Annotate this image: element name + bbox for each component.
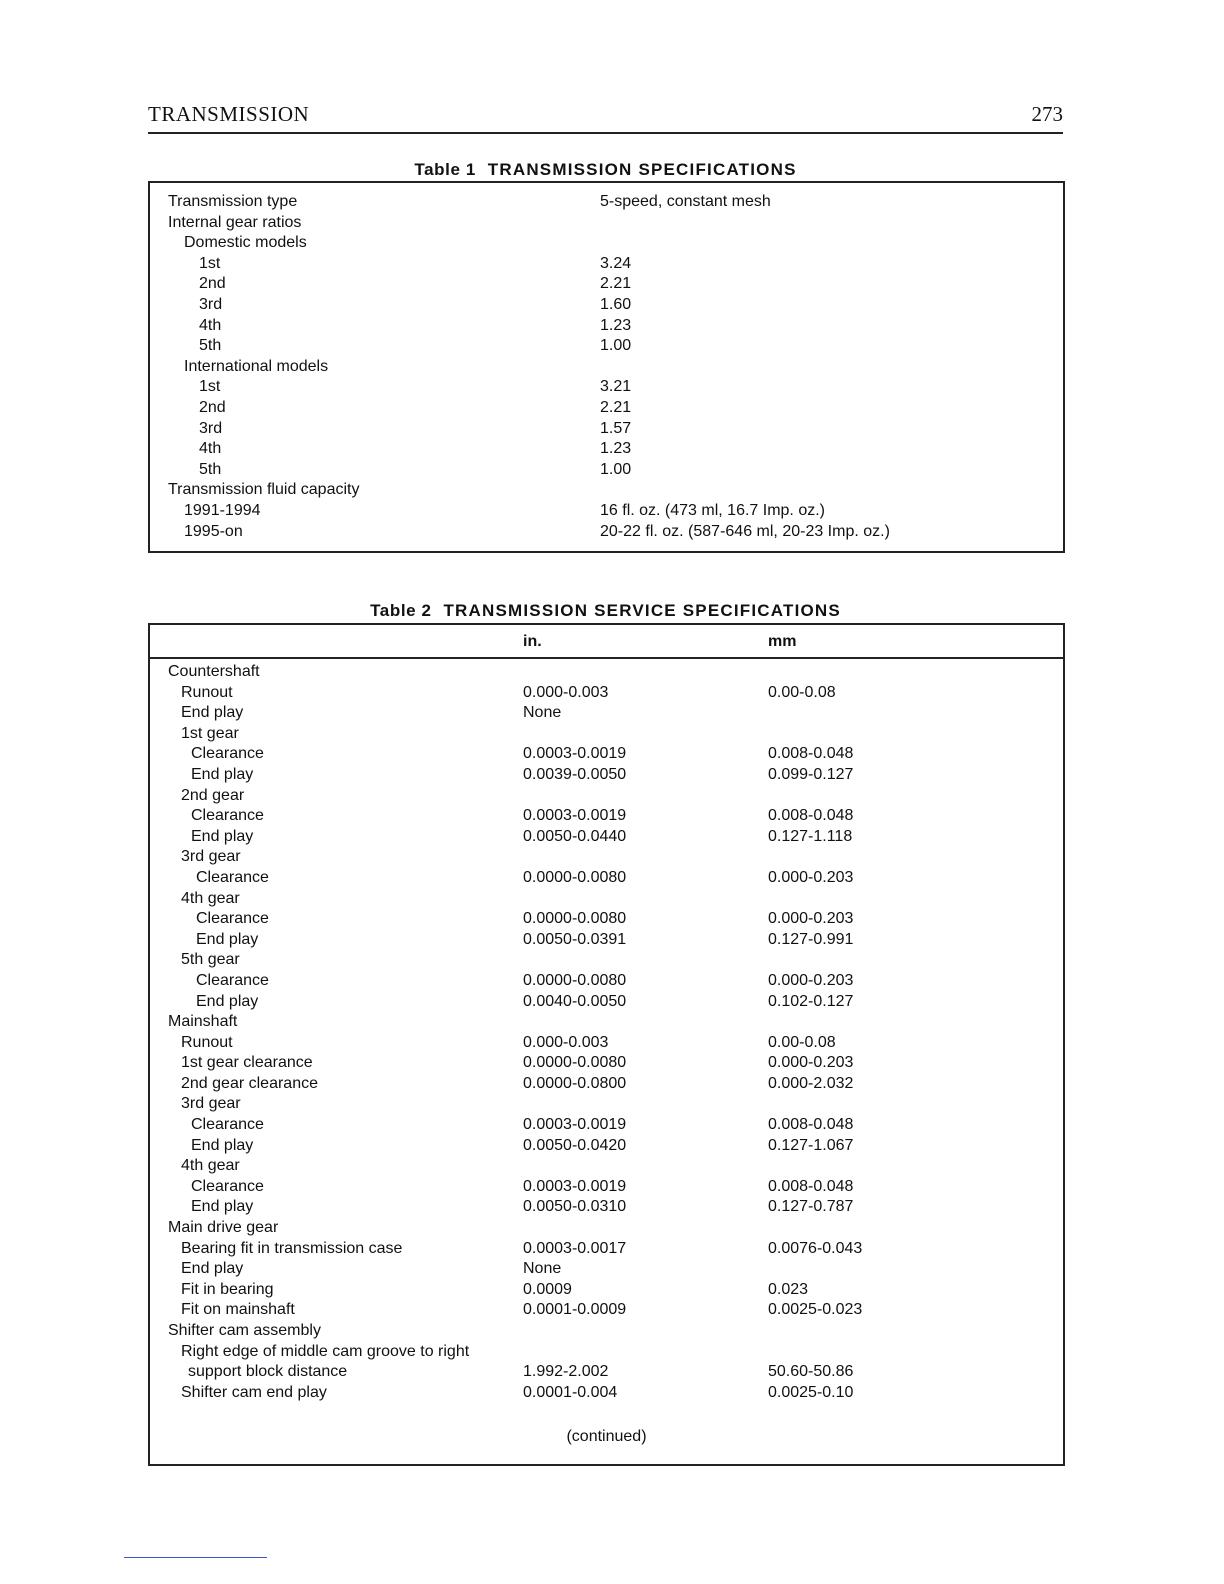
spec-value: 1.57 [600, 419, 632, 437]
spec-label: Fit on mainshaft [181, 1301, 295, 1319]
spec-label: Clearance [196, 910, 269, 928]
value-mm: 0.000-2.032 [768, 1074, 854, 1092]
spec-label: 5th gear [181, 951, 240, 969]
table2-row [150, 971, 1063, 992]
spec-value: 2.21 [600, 275, 632, 293]
table2-row [150, 992, 1063, 1013]
value-in: 0.0050-0.0391 [523, 930, 627, 948]
spec-label: Mainshaft [168, 1013, 238, 1031]
table1-row [150, 480, 1063, 501]
table2-row [150, 683, 1063, 704]
table2-row [150, 930, 1063, 951]
spec-label: End play [191, 765, 254, 783]
value-in: 0.0003-0.0019 [523, 807, 627, 825]
table1-row [150, 357, 1063, 378]
value-mm: 0.127-1.067 [768, 1136, 854, 1154]
value-in: 0.0009 [523, 1280, 572, 1298]
table2-row [150, 950, 1063, 971]
spec-label: Internal gear ratios [168, 213, 302, 231]
table2-row [150, 1094, 1063, 1115]
spec-label: Main drive gear [168, 1219, 279, 1237]
spec-label: 3rd [199, 295, 223, 313]
value-in: 0.0000-0.0800 [523, 1074, 627, 1092]
value-mm: 0.127-1.118 [768, 827, 853, 845]
value-in: 0.0000-0.0080 [523, 971, 627, 989]
value-in: 0.000-0.003 [523, 1033, 609, 1051]
value-mm: 0.00-0.08 [768, 1033, 836, 1051]
table2-row [150, 1321, 1063, 1342]
table1-row [150, 233, 1063, 254]
table2-row [150, 889, 1063, 910]
value-in: 0.0050-0.0440 [523, 827, 627, 845]
spec-label: 3rd gear [181, 848, 241, 866]
table1-transmission-specifications [148, 181, 1065, 553]
value-mm: 0.102-0.127 [768, 992, 854, 1010]
spec-label: 5th [199, 460, 222, 478]
value-in: 0.0000-0.0080 [523, 910, 627, 928]
value-mm: 0.000-0.203 [768, 1054, 854, 1072]
table1-row [150, 501, 1063, 522]
spec-label: Clearance [191, 1177, 264, 1195]
column-header-mm: mm [768, 633, 797, 650]
spec-label: 4th [199, 440, 222, 458]
spec-label: Transmission type [168, 193, 298, 210]
spec-label: 2nd gear clearance [181, 1074, 318, 1092]
spec-label: Shifter cam end play [181, 1383, 327, 1401]
table2-row [150, 868, 1063, 889]
table1-row [150, 377, 1063, 398]
value-mm: 50.60-50.86 [768, 1363, 854, 1381]
table2-row [150, 847, 1063, 868]
value-mm: 0.023 [768, 1280, 809, 1298]
footer-link-underline [124, 1557, 267, 1558]
table2-row [150, 1115, 1063, 1136]
spec-label: 3rd [199, 419, 223, 437]
value-mm: 0.008-0.048 [768, 745, 854, 763]
table2-row [150, 1033, 1063, 1054]
value-mm: 0.000-0.203 [768, 910, 854, 928]
value-in: 1.992-2.002 [523, 1363, 609, 1381]
table2-row [150, 1053, 1063, 1074]
spec-value: 1.23 [600, 316, 632, 334]
spec-label: Clearance [196, 971, 269, 989]
table2-row [150, 724, 1063, 745]
value-mm: 0.008-0.048 [768, 807, 854, 825]
spec-label: Runout [181, 683, 233, 701]
table2-caption [148, 601, 1063, 621]
table2-row [150, 1074, 1063, 1095]
value-in: None [523, 1260, 562, 1278]
table2-row [150, 1342, 1063, 1363]
value-mm: 0.00-0.08 [768, 683, 836, 701]
spec-value: 5-speed, constant mesh [600, 193, 771, 210]
value-in: None [523, 704, 562, 722]
table2-title: TRANSMISSION SERVICE SPECIFICATIONS [443, 601, 841, 620]
value-in: 0.0050-0.0310 [523, 1198, 627, 1216]
spec-label: End play [191, 1136, 254, 1154]
spec-label: International models [184, 357, 329, 375]
table2-body [150, 662, 1063, 1403]
page-number: 273 [1031, 102, 1063, 126]
table1-row [150, 274, 1063, 295]
spec-label: 4th gear [181, 1157, 240, 1175]
table2-row [150, 1197, 1063, 1218]
value-in: 0.0001-0.0009 [523, 1301, 627, 1319]
spec-label: End play [191, 827, 254, 845]
table2-row [150, 909, 1063, 930]
value-in: 0.0003-0.0019 [523, 1116, 627, 1134]
spec-value: 3.21 [600, 378, 632, 396]
table2-row [150, 1362, 1063, 1383]
table1-row [150, 254, 1063, 275]
table1-title: TRANSMISSION SPECIFICATIONS [487, 160, 797, 179]
spec-label: 1st gear clearance [181, 1054, 313, 1072]
table2-row [150, 744, 1063, 765]
spec-label: 5th [199, 337, 222, 355]
page-header [148, 100, 1063, 134]
spec-label: Clearance [191, 1116, 264, 1134]
value-mm: 0.0076-0.043 [768, 1239, 863, 1257]
table1-row [150, 398, 1063, 419]
spec-label: support block distance [188, 1363, 348, 1381]
spec-label: 1st [199, 378, 221, 396]
spec-value: 1.23 [600, 440, 632, 458]
spec-label: 1995-on [184, 522, 243, 540]
table2-row [150, 827, 1063, 848]
table2-row [150, 786, 1063, 807]
spec-label: 1991-1994 [184, 501, 261, 519]
spec-label: 3rd gear [181, 1095, 241, 1113]
value-in: 0.0000-0.0080 [523, 868, 627, 886]
spec-label: Right edge of middle cam groove to right [181, 1342, 470, 1360]
column-header-in: in. [523, 633, 542, 650]
table2-row [150, 806, 1063, 827]
value-mm: 0.0025-0.023 [768, 1301, 863, 1319]
spec-label: 2nd [199, 398, 226, 416]
spec-label: End play [196, 992, 259, 1010]
spec-label: Countershaft [168, 663, 260, 680]
spec-label: End play [181, 704, 244, 722]
table1-row [150, 460, 1063, 481]
value-in: 0.0003-0.0019 [523, 1177, 627, 1195]
spec-label: 4th gear [181, 889, 240, 907]
spec-label: Bearing fit in transmission case [181, 1239, 403, 1257]
table1-row [150, 192, 1063, 213]
table1-row [150, 419, 1063, 440]
spec-value: 16 fl. oz. (473 ml, 16.7 Imp. oz.) [600, 501, 825, 519]
spec-label: 4th [199, 316, 222, 334]
value-in: 0.0003-0.0017 [523, 1239, 627, 1257]
spec-label: End play [181, 1260, 244, 1278]
table2-row [150, 1300, 1063, 1321]
table2-row [150, 1136, 1063, 1157]
spec-label: Clearance [191, 745, 264, 763]
table2-row [150, 1012, 1063, 1033]
spec-value: 1.00 [600, 460, 632, 478]
table1-label: Table 1 [414, 160, 476, 179]
spec-label: Transmission fluid capacity [168, 481, 360, 499]
value-in: 0.000-0.003 [523, 683, 609, 701]
continued-note: (continued) [566, 1428, 647, 1445]
table2-row [150, 1156, 1063, 1177]
value-mm: 0.008-0.048 [768, 1116, 854, 1134]
spec-value: 2.21 [600, 398, 632, 416]
table1-row [150, 522, 1063, 543]
value-mm: 0.008-0.048 [768, 1177, 854, 1195]
spec-value: 20-22 fl. oz. (587-646 ml, 20-23 Imp. oz.) [600, 522, 890, 540]
table2-row [150, 1259, 1063, 1280]
spec-value: 1.00 [600, 337, 632, 355]
value-mm: 0.000-0.203 [768, 868, 854, 886]
spec-label: End play [196, 930, 259, 948]
spec-value: 3.24 [600, 254, 632, 272]
table1-row [150, 316, 1063, 337]
spec-label: Clearance [191, 807, 264, 825]
value-mm: 0.127-0.787 [768, 1198, 854, 1216]
table1-row [150, 213, 1063, 234]
table2-row [150, 662, 1063, 683]
spec-label: End play [191, 1198, 254, 1216]
table2-row [150, 765, 1063, 786]
section-title: TRANSMISSION [148, 102, 310, 126]
table2-row [150, 1218, 1063, 1239]
value-mm: 0.099-0.127 [768, 765, 854, 783]
table2-row [150, 1177, 1063, 1198]
spec-label: 1st [199, 254, 221, 272]
spec-label: Fit in bearing [181, 1280, 274, 1298]
table1-row [150, 439, 1063, 460]
spec-label: 1st gear [181, 724, 239, 742]
value-in: 0.0050-0.0420 [523, 1136, 627, 1154]
value-mm: 0.0025-0.10 [768, 1383, 854, 1401]
table1-caption [148, 160, 1063, 180]
table2-row [150, 1239, 1063, 1260]
table2-row [150, 703, 1063, 724]
spec-value: 1.60 [600, 295, 632, 313]
spec-label: Clearance [196, 868, 269, 886]
spec-label: Shifter cam assembly [168, 1322, 321, 1339]
value-in: 0.0001-0.004 [523, 1383, 618, 1401]
value-in: 0.0039-0.0050 [523, 765, 627, 783]
value-mm: 0.127-0.991 [768, 930, 854, 948]
table2-service-specifications [148, 623, 1065, 1466]
table1-row [150, 336, 1063, 357]
table2-label: Table 2 [370, 601, 432, 620]
table1-row [150, 295, 1063, 316]
table1-body [150, 192, 1063, 542]
value-in: 0.0003-0.0019 [523, 745, 627, 763]
value-in: 0.0040-0.0050 [523, 992, 627, 1010]
spec-label: Domestic models [184, 234, 307, 252]
spec-label: 2nd [199, 275, 226, 293]
value-in: 0.0000-0.0080 [523, 1054, 627, 1072]
table2-header-row [150, 625, 1063, 659]
table2-row [150, 1280, 1063, 1301]
value-mm: 0.000-0.203 [768, 971, 854, 989]
spec-label: 2nd gear [181, 786, 245, 804]
table2-row [150, 1383, 1063, 1404]
spec-label: Runout [181, 1033, 233, 1051]
